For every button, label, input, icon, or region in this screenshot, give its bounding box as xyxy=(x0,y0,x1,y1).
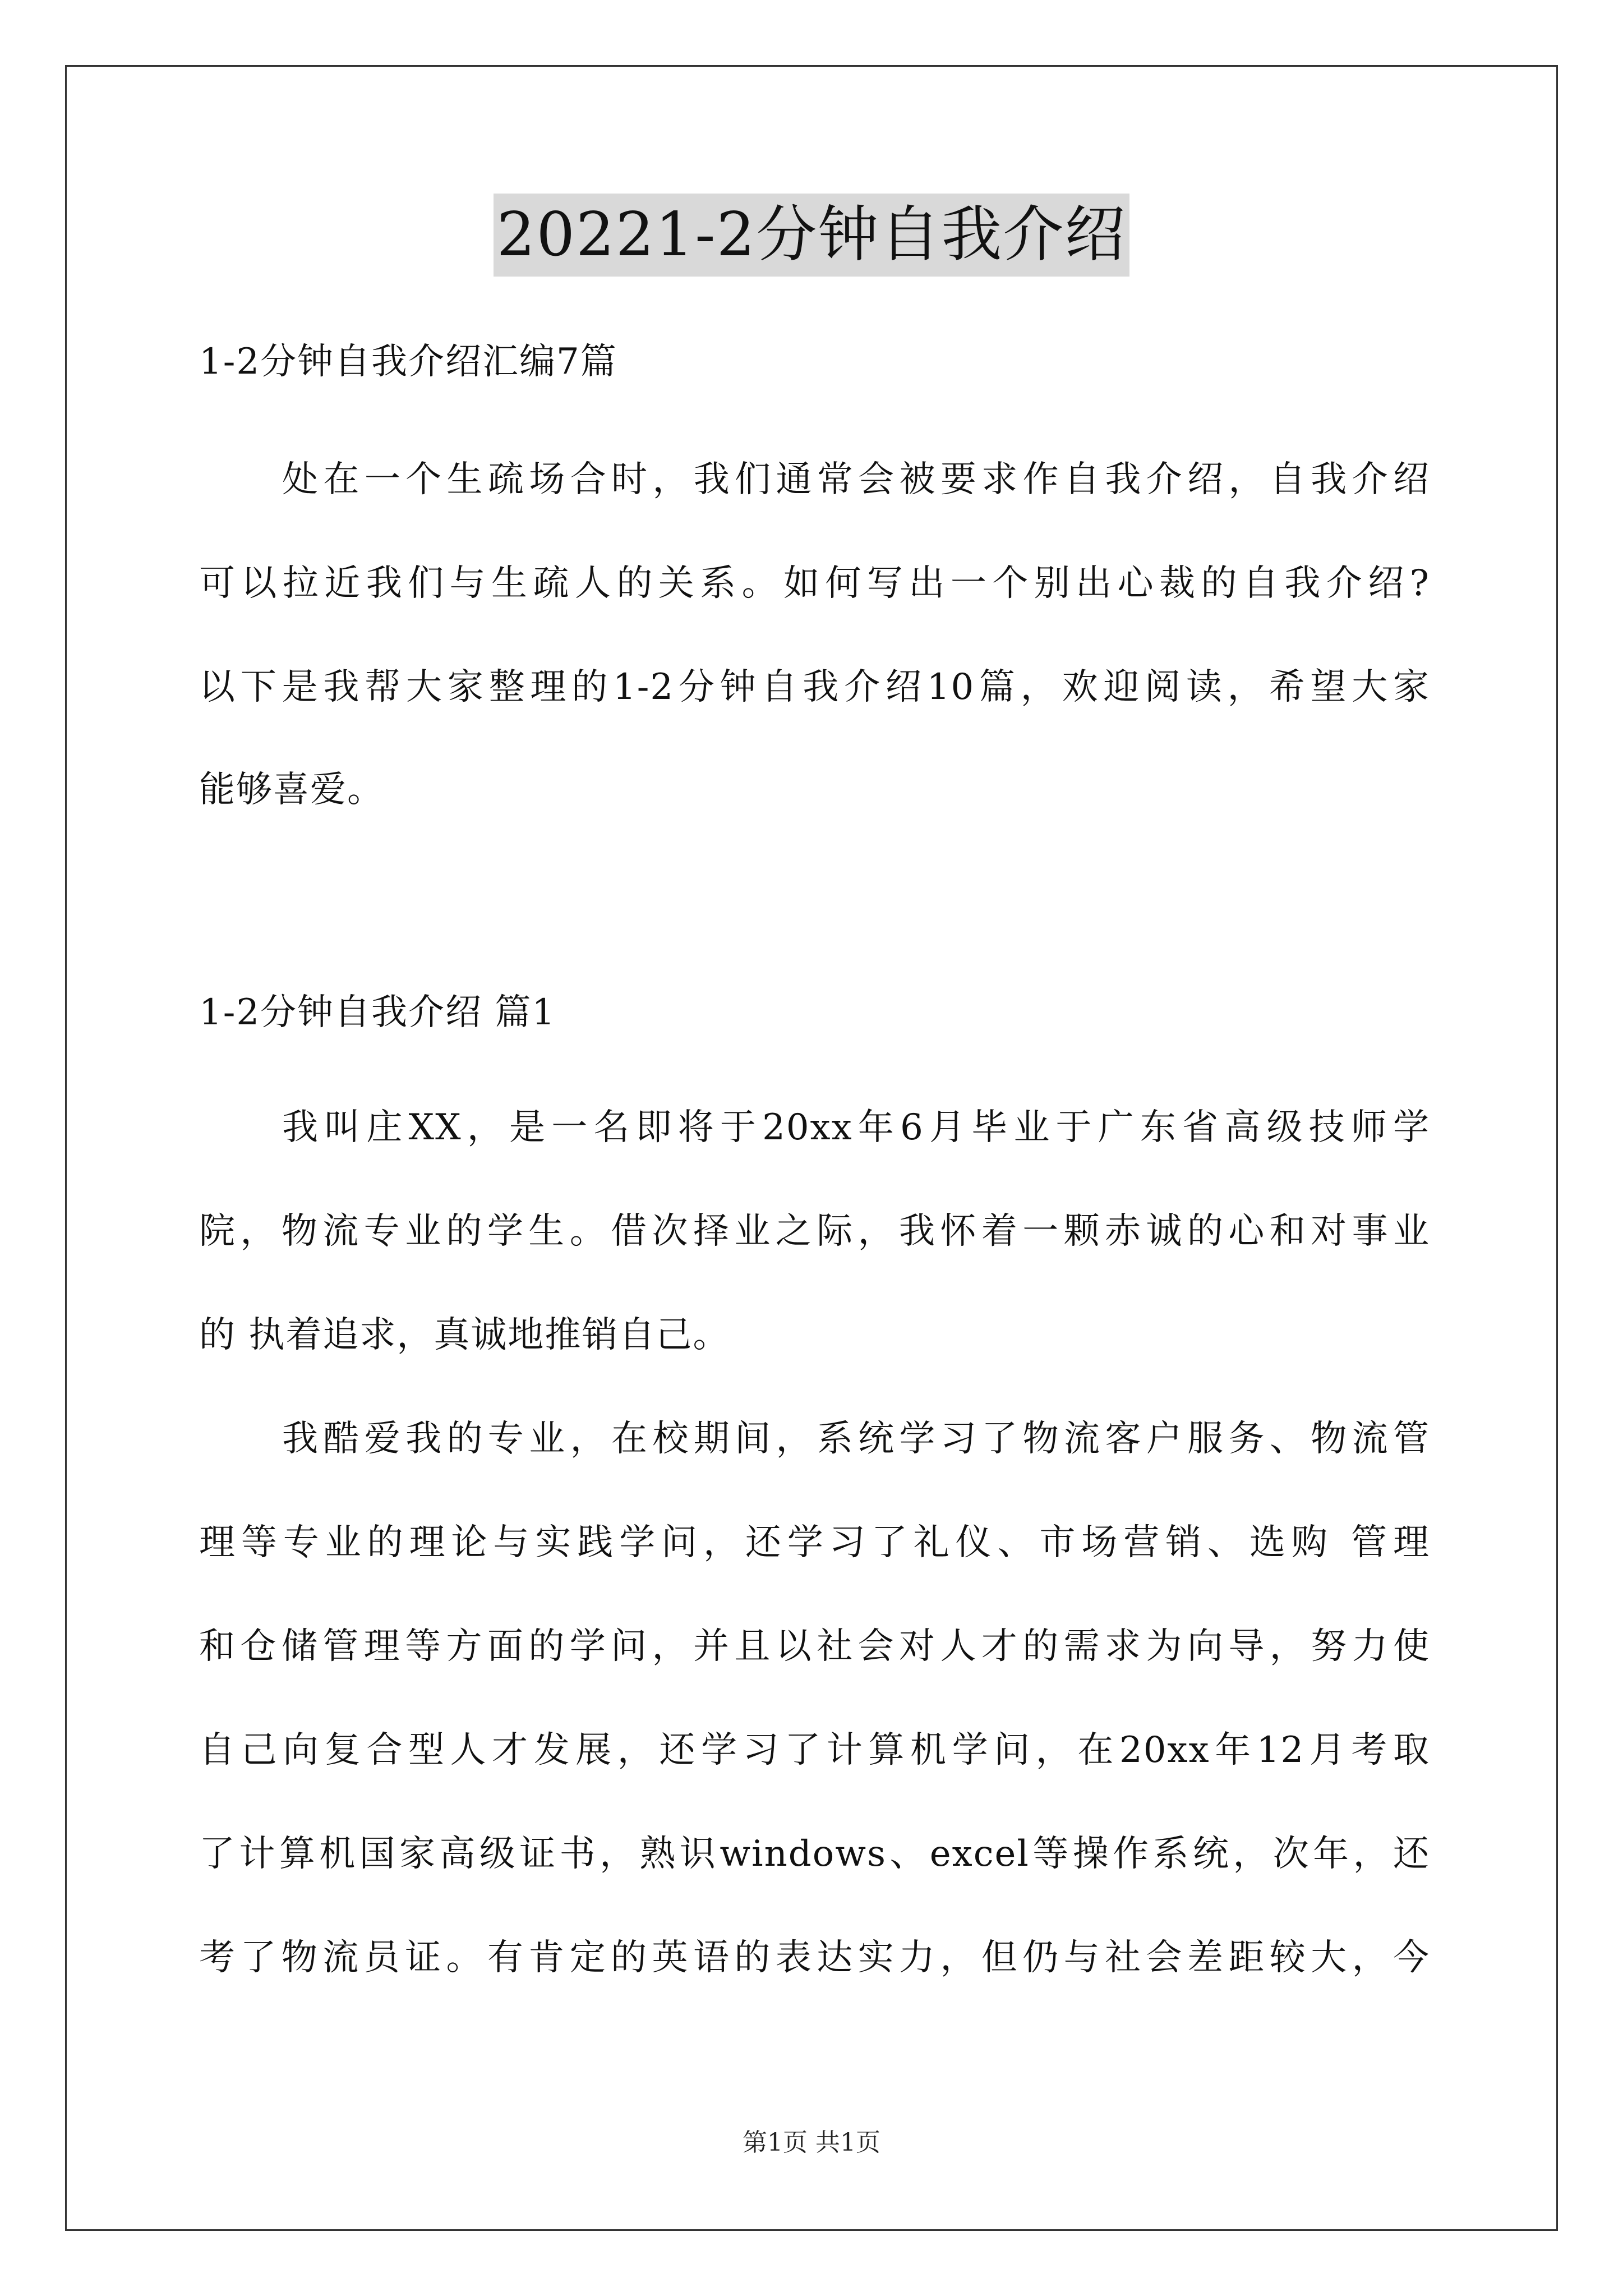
document-title: 20221-2分钟自我介绍 xyxy=(494,194,1130,277)
body-paragraph-line: 理等专业的理论与实践学问，还学习了礼仪、市场营销、选购 管理 xyxy=(199,1522,1430,1563)
body-paragraph-line: 和仓储管理等方面的学问，并且以社会对人才的需求为向导，努力使 xyxy=(199,1626,1430,1667)
body-paragraph-line: 自己向复合型人才发展，还学习了计算机学问，在20xx年12月考取 xyxy=(199,1729,1430,1771)
page-footer: 第1页 共1页 xyxy=(743,2128,880,2157)
body-paragraph-line: 考了物流员证。有肯定的英语的表达实力，但仍与社会差距较大，今 xyxy=(199,1937,1430,1978)
title-container xyxy=(0,194,1623,277)
body-paragraph-line: 我酷爱我的专业，在校期间，系统学习了物流客户服务、物流管 xyxy=(282,1418,1430,1460)
section-heading: 1-2分钟自我介绍 篇1 xyxy=(199,992,556,1033)
intro-paragraph-line: 以下是我帮大家整理的1-2分钟自我介绍10篇，欢迎阅读，希望大家 xyxy=(199,666,1430,708)
intro-paragraph-line: 处在一个生疏场合时，我们通常会被要求作自我介绍，自我介绍 xyxy=(282,459,1430,500)
intro-paragraph-line: 能够喜爱。 xyxy=(199,769,384,811)
body-paragraph-line: 院，物流专业的学生。借次择业之际，我怀着一颗赤诚的心和对事业 xyxy=(199,1211,1430,1252)
body-paragraph-line: 了计算机国家高级证书，熟识windows、excel等操作系统，次年，还 xyxy=(199,1833,1430,1875)
collection-heading: 1-2分钟自我介绍汇编7篇 xyxy=(199,341,617,383)
intro-paragraph-line: 可以拉近我们与生疏人的关系。如何写出一个别出心裁的自我介绍? xyxy=(199,563,1430,604)
body-paragraph-line: 我叫庄XX，是一名即将于20xx年6月毕业于广东省高级技师学 xyxy=(282,1107,1430,1148)
body-paragraph-line: 的 执着追求，真诚地推销自己。 xyxy=(199,1314,730,1356)
